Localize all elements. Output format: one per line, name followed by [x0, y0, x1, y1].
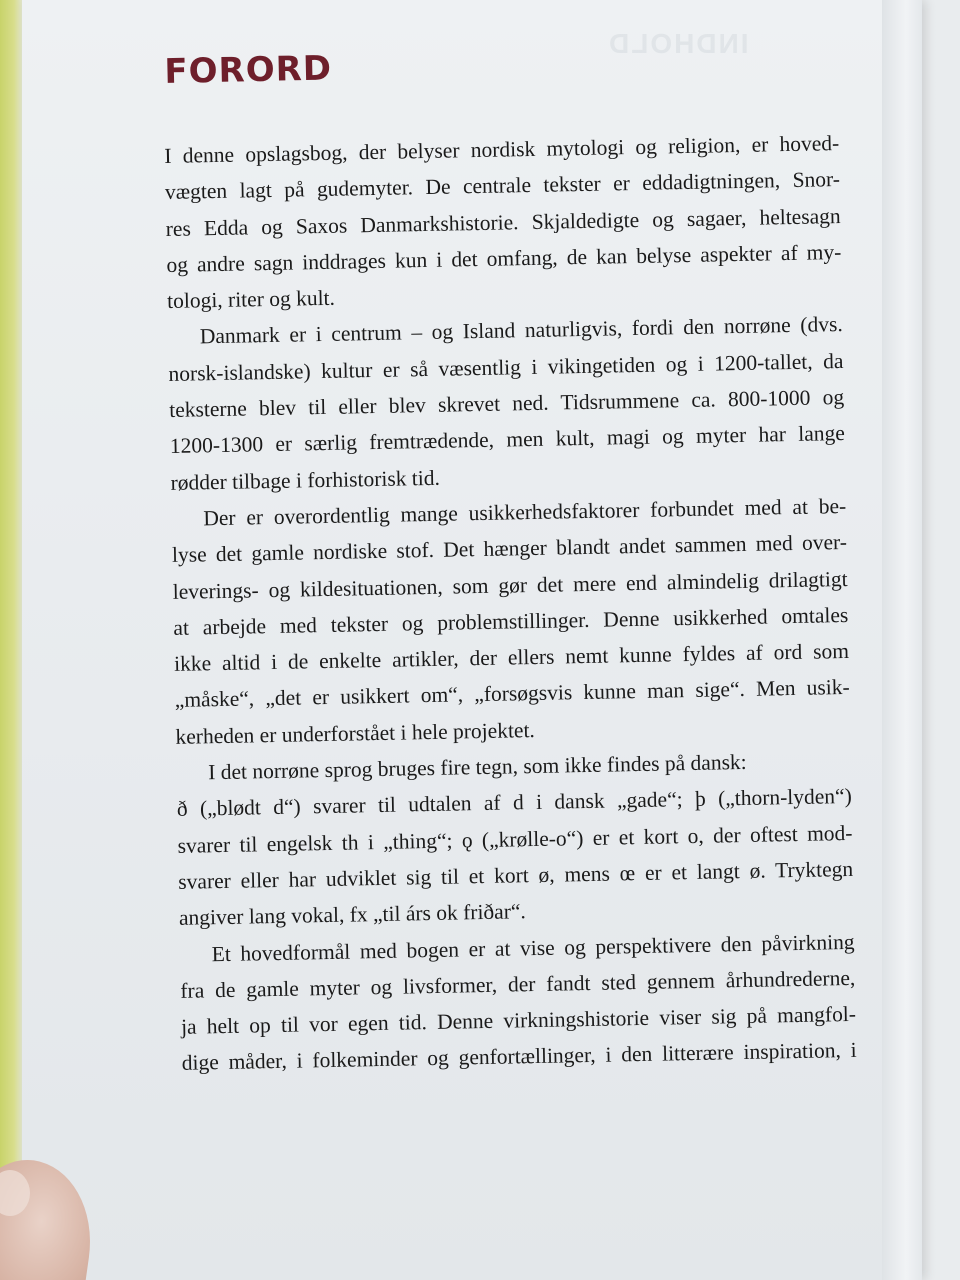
show-through-text: INDHOLD: [607, 28, 749, 59]
body-text: [164, 125, 857, 1082]
text-line: vægten lagt på gudemyter. De centrale tekster er eddadigtningen, Snor-: [164, 167, 841, 205]
text-line: kerheden er underforstået i hele projektet.: [175, 717, 536, 749]
text-line: Der er overordentlig mange usikkerhedsfaktorer forbundet med at be-: [203, 493, 847, 531]
text-line: rødder tilbage i forhistorisk tid.: [170, 465, 441, 495]
text-line: og andre sagn inddrages kun i det omfang, de kan belyse aspekter af my-: [166, 239, 842, 277]
text-line: angiver lang vokal, fx „til árs ok friðar“.: [178, 899, 527, 931]
text-line: Danmark er i centrum – og Island naturligvis, fordi den norrøne (dvs.: [199, 312, 843, 349]
text-line: leverings- og kildesituationen, som gør det mere end almindelig drilagtigt: [172, 566, 848, 604]
text-line: svarer til engelsk th i „thing“; ǫ („krølle-o“) er et kort o, der oftest mod-: [177, 820, 853, 858]
text-line: „måske“, „det er usikkert om“, „forsøgsvis kunne man sige“. Men usik-: [174, 675, 850, 713]
text-line: res Edda og Saxos Danmarkshistorie. Skjaldedigte og sagaer, heltesagn: [165, 203, 841, 241]
text-line: teksterne blev til eller blev skrevet ned. Tidsrummene ca. 800-1000 og: [168, 385, 845, 423]
text-line: ð („blødt d“) svarer til udtalen af d i dansk „gade“; þ („thorn-lyden“): [176, 784, 852, 822]
text-line: dige måder, i folkeminder og genfortællinger, i den litterære inspiration, i: [181, 1038, 857, 1076]
page-edge: [882, 0, 922, 1280]
text-line: I det norrøne sprog bruges fire tegn, som ikke findes på dansk:: [207, 749, 747, 785]
text-line: tologi, riter og kult.: [166, 285, 336, 314]
text-line: svarer eller har udviklet sig til et kort ø, mens œ er et langt ø. Tryktegn: [178, 856, 854, 894]
text-line: ikke altid i de enkelte artikler, der ellers nemt kunne fyldes af ord som: [173, 639, 850, 677]
book-page: [22, 0, 922, 1280]
text-line: 1200-1300 er særlig fremtrædende, men kult, magi og myter har lange: [169, 421, 846, 459]
text-line: ja helt op til vor egen tid. Denne virkningshistorie viser sig på mangfol-: [180, 1002, 857, 1039]
page-heading: FORORD: [164, 48, 333, 92]
text-line: lyse det gamle nordiske stof. Det hænger blandt andet sammen med over-: [171, 530, 848, 568]
text-line: norsk-islandske) kultur er så væsentlig i vikingetiden og i 1200-tallet, da: [168, 348, 844, 386]
text-line: I denne opslagsbog, der belyser nordisk mytologi og religion, er hoved-: [164, 131, 840, 168]
text-line: fra de gamle myter og livsformer, der fandt sted gennem århundrederne,: [180, 965, 856, 1003]
text-line: at arbejde med tekster og problemstillinger. Denne usikkerhed omtales: [173, 602, 849, 640]
text-line: Et hovedformål med bogen er at vise og perspektivere den påvirkning: [211, 929, 855, 966]
